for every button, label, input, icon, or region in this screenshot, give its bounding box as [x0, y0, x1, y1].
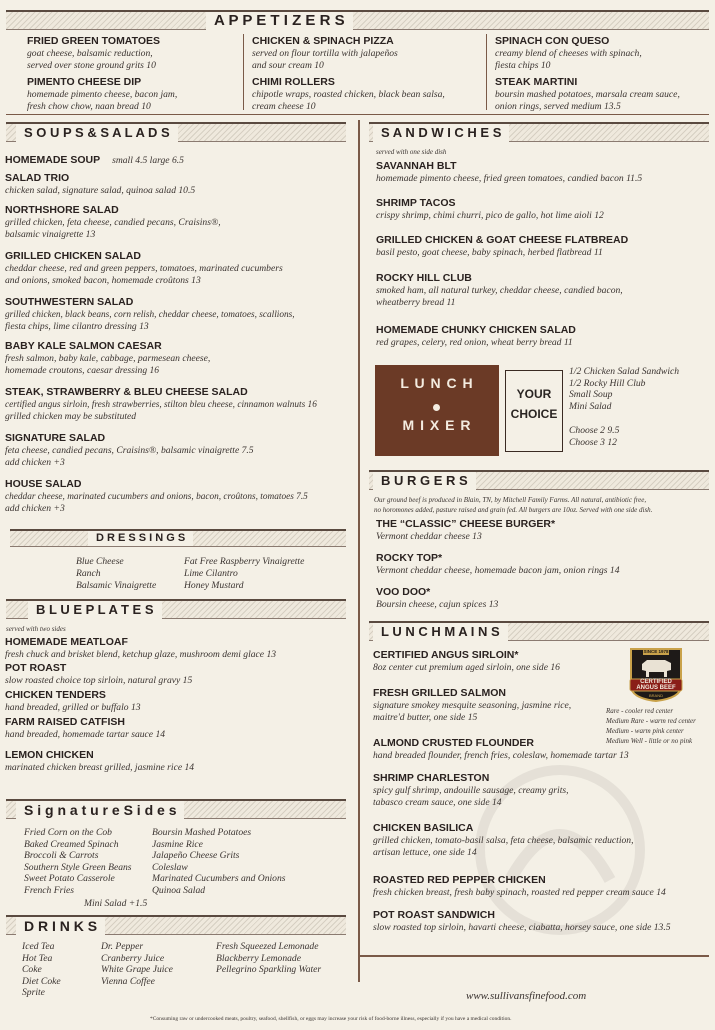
divider	[243, 34, 244, 110]
bullet-dot	[433, 404, 440, 411]
list-item: SOUTHWESTERN SALAD grilled chicken, black beans, corn relish, cheddar cheese, tomatoes, scallions, fiesta chips, lime cilantro dressing 13	[5, 296, 295, 332]
appetizers-title: A P P E T I Z E R S	[206, 12, 353, 30]
list-item: HOMEMADE CHUNKY CHICKEN SALAD red grapes, celery, red onion, wheat berry bread 11	[376, 324, 576, 348]
item-name: SPINACH CON QUESO	[495, 35, 610, 47]
badge-line-2: ANGUS BEEF	[636, 685, 676, 691]
drinks-col-1: Iced Tea Hot Tea Coke Diet Coke Sprite	[22, 941, 61, 999]
divider	[6, 114, 709, 115]
list-item: HOUSE SALAD cheddar cheese, marinated cucumbers and onions, bacon, croûtons, tomatoes 7.5 add chicken +3	[5, 478, 308, 514]
column-divider	[358, 120, 360, 982]
dressings-col-2: Fat Free Raspberry Vinaigrette Lime Cilantro Honey Mustard	[184, 556, 305, 591]
list-item: SALAD TRIO chicken salad, signature salad, quinoa salad 10.5	[5, 172, 196, 196]
list-item: GRILLED CHICKEN SALAD cheddar cheese, red and green peppers, tomatoes, marinated cucumbers and onions, smoked bacon, homemade croûtons 13	[5, 250, 283, 286]
mini-salad-addon: Mini Salad +1.5	[84, 898, 148, 909]
badge-line-3: BRAND	[648, 693, 663, 698]
blue-plates-note: served with two sides	[6, 625, 66, 633]
badge-top-text: SINCE 1978	[643, 649, 669, 654]
lunch-mixer-line-2: M I X E R	[402, 417, 472, 433]
item-name: CHICKEN & SPINACH PIZZA	[252, 35, 394, 47]
list-item: NORTHSHORE SALAD grilled chicken, feta cheese, candied pecans, Craisins®, balsamic vinaigrette 13	[5, 204, 221, 240]
steak-temperature-guide: Rare - cooler red center Medium Rare - warm red center Medium - warm pink center Medium Well - little or no pink	[606, 707, 696, 745]
dressings-header-band	[10, 529, 346, 547]
your-choice-box	[505, 370, 563, 452]
divider	[360, 955, 709, 957]
appetizer-item: PIMENTO CHEESE DIP homemade pimento cheese, bacon jam, fresh chow chow, naan bread 10	[27, 76, 178, 112]
list-item: SHRIMP CHARLESTON spicy gulf shrimp, andouille sausage, creamy grits, tabasco cream sauce, one side 14	[373, 772, 569, 808]
sides-header-band	[6, 799, 346, 819]
item-name: CHIMI ROLLERS	[252, 76, 335, 88]
list-item: LEMON CHICKEN marinated chicken breast grilled, jasmine rice 14	[5, 749, 195, 773]
item-name: PIMENTO CHEESE DIP	[27, 76, 142, 88]
consumer-advisory-text: *Consuming raw or undercooked meats, poultry, seafood, shellfish, or eggs may increase your risk of food-borne illness, especially if you have a medical condition.	[150, 1016, 512, 1022]
list-item: STEAK, STRAWBERRY & BLEU CHEESE SALAD certified angus sirloin, fresh strawberries, stilton bleu cheese, cinnamon walnuts 16 grilled chicken may be substituted	[5, 386, 317, 422]
list-item: ROCKY TOP* Vermont cheddar cheese, homemade bacon jam, onion rings 14	[376, 552, 620, 576]
list-item: HOMEMADE MEATLOAF fresh chuck and brisket blend, ketchup glaze, mushroom demi glace 13	[5, 636, 277, 660]
dressings-col-1: Blue Cheese Ranch Balsamic Vinaigrette	[76, 556, 157, 591]
website-text: www.sullivansfinefood.com	[466, 990, 587, 1002]
mains-header-band	[369, 621, 709, 641]
appetizers-header-band	[6, 10, 709, 30]
your-label: YOUR	[516, 387, 552, 401]
list-item: POT ROAST slow roasted choice top sirloin, natural gravy 15	[5, 662, 193, 686]
list-item: HOMEMADE SOUP small 4.5 large 6.5	[5, 154, 184, 166]
list-item: SAVANNAH BLT homemade pimento cheese, fried green tomatoes, candied bacon 11.5	[376, 160, 643, 184]
sandwiches-title: S A N D W I C H E S	[373, 124, 509, 142]
sandwiches-header-band	[369, 122, 709, 142]
soups-list	[5, 150, 355, 518]
burgers-title: B U R G E R S	[373, 472, 476, 490]
drinks-col-3: Fresh Squeezed Lemonade Blackberry Lemonade Pellegrino Sparkling Water	[216, 941, 322, 976]
sandwiches-note: served with one side dish	[376, 148, 447, 156]
drinks-title: D R I N K S	[16, 917, 105, 935]
sides-title: S i g n a t u r e S i d e s	[16, 801, 184, 819]
divider	[486, 34, 487, 110]
list-item: VOO DOO* Boursin cheese, cajun spices 13	[376, 586, 499, 610]
mains-title: L U N C H M A I N S	[373, 623, 508, 641]
blue-plates-title: B L U E P L A T E S	[28, 601, 162, 619]
blue-plates-header-band	[6, 599, 346, 619]
drinks-col-2: Dr. Pepper Cranberry Juice White Grape Juice Vienna Coffee	[101, 941, 173, 987]
list-item: FRESH GRILLED SALMON signature smokey mesquite seasoning, jasmine rice, maitre'd butter, one side 15	[373, 687, 572, 723]
mixer-prices: Choose 2 9.5 Choose 3 12	[569, 425, 620, 448]
blue-plates-list	[5, 636, 276, 775]
burgers-header-band	[369, 470, 709, 490]
list-item: ALMOND CRUSTED FLOUNDER hand breaded flounder, french fries, coleslaw, homemade tartar 13	[373, 737, 629, 761]
lunch-mixer-box	[375, 365, 499, 456]
burgers-list	[376, 518, 620, 616]
list-item: THE “CLASSIC” CHEESE BURGER* Vermont cheddar cheese 13	[376, 518, 556, 542]
appetizer-item: CHICKEN & SPINACH PIZZA served on flour tortilla with jalapeños and sour cream 10	[252, 35, 398, 71]
appetizer-item: STEAK MARTINI boursin mashed potatoes, marsala cream sauce, onion rings, served medium 13.5	[495, 76, 680, 112]
appetizer-item: SPINACH CON QUESO creamy blend of cheeses with spinach, fiesta chips 10	[495, 35, 642, 71]
list-item: SHRIMP TACOS crispy shrimp, chimi churri, pico de gallo, hot lime aioli 12	[376, 197, 604, 221]
soups-title: S O U P S & S A L A D S	[16, 124, 178, 142]
watermark-logo-icon	[470, 760, 650, 940]
lunch-mixer-line-1: L U N C H	[400, 375, 474, 391]
list-item: BABY KALE SALMON CAESAR fresh salmon, baby kale, cabbage, parmesean cheese, homemade croutons, caesar dressing 16	[5, 340, 211, 376]
sides-col-2: Boursin Mashed Potatoes Jasmine Rice Jalapeño Cheese Grits Coleslaw Marinated Cucumbers and Onions Quinoa Salad	[152, 827, 286, 896]
list-item: SIGNATURE SALAD feta cheese, candied pecans, Craisins®, balsamic vinaigrette 7.5 add chicken +3	[5, 432, 254, 468]
mixer-options: 1/2 Chicken Salad Sandwich 1/2 Rocky Hill Club Small Soup Mini Salad	[569, 366, 680, 412]
dressings-title: D R E S S I N G S	[88, 531, 193, 546]
soups-header-band	[6, 122, 346, 142]
item-name: FRIED GREEN TOMATOES	[27, 35, 161, 47]
sides-col-1: Fried Corn on the Cob Baked Creamed Spinach Broccoli & Carrots Southern Style Green Beans Sweet Potato Casserole French Fries	[24, 827, 132, 896]
badge-line-1: CERTIFIED	[640, 679, 672, 685]
burgers-note: Our ground beef is produced in Blain, TN, by Mitchell Family Farms. All natural, antibiotic free, no horomones added, pasture raised and grain fed. All burgers are 10oz. Served with one side dish.	[374, 496, 653, 514]
list-item: FARM RAISED CATFISH hand breaded, homemade tartar sauce 14	[5, 716, 166, 740]
list-item: GRILLED CHICKEN & GOAT CHEESE FLATBREAD basil pesto, goat cheese, baby spinach, herbed flatbread 11	[376, 234, 629, 258]
list-item: CERTIFIED ANGUS SIRLOIN* 8oz center cut premium aged sirloin, one side 16	[373, 649, 560, 673]
list-item: CHICKEN TENDERS hand breaded, grilled or buffalo 13	[5, 689, 141, 713]
item-name: STEAK MARTINI	[495, 76, 578, 88]
appetizer-item: FRIED GREEN TOMATOES goat cheese, balsamic reduction, served over stone ground grits 10	[27, 35, 161, 71]
list-item: CHICKEN BASILICA grilled chicken, tomato-basil salsa, feta cheese, balsamic reduction, artisan lettuce, one side 14	[373, 822, 634, 858]
choice-label: CHOICE	[510, 407, 558, 421]
list-item: POT ROAST SANDWICH slow roasted top sirloin, havarti cheese, ciabatta, horsey sauce, one side 13.5	[373, 909, 671, 933]
drinks-header-band	[6, 915, 346, 935]
certified-angus-beef-logo	[627, 646, 685, 702]
appetizer-item: CHIMI ROLLERS chipotle wraps, roasted chicken, black bean salsa, cream cheese 10	[252, 76, 445, 112]
list-item: ROCKY HILL CLUB smoked ham, all natural turkey, cheddar cheese, candied bacon, wheatberry bread 11	[376, 272, 623, 308]
list-item: ROASTED RED PEPPER CHICKEN fresh chicken breast, fresh baby spinach, roasted red pepper cream sauce 14	[373, 874, 666, 898]
sandwiches-list	[376, 160, 642, 354]
